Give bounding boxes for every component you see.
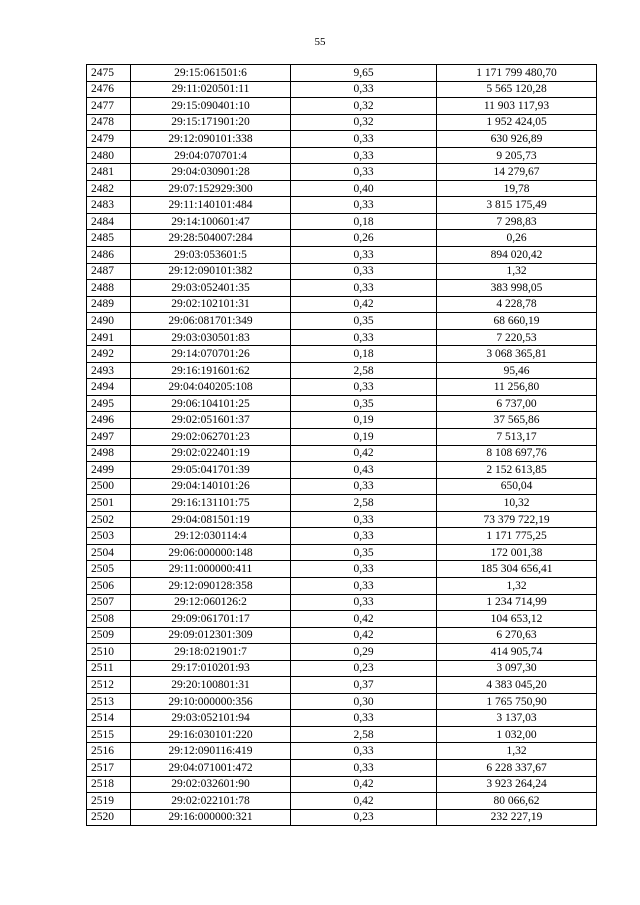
cadastral-number-cell: 29:04:081501:19 bbox=[131, 511, 291, 528]
amount-cell: 9 205,73 bbox=[437, 147, 597, 164]
row-number-cell: 2503 bbox=[87, 528, 131, 545]
rate-cell: 0,33 bbox=[291, 280, 437, 297]
row-number-cell: 2518 bbox=[87, 776, 131, 793]
rate-cell: 0,26 bbox=[291, 230, 437, 247]
row-number-cell: 2487 bbox=[87, 263, 131, 280]
row-number-cell: 2476 bbox=[87, 81, 131, 98]
amount-cell: 6 228 337,67 bbox=[437, 759, 597, 776]
amount-cell: 37 565,86 bbox=[437, 412, 597, 429]
amount-cell: 7 298,83 bbox=[437, 213, 597, 230]
amount-cell: 650,04 bbox=[437, 478, 597, 495]
table-row bbox=[87, 362, 597, 379]
amount-cell: 3 923 264,24 bbox=[437, 776, 597, 793]
row-number-cell: 2520 bbox=[87, 809, 131, 826]
table-row bbox=[87, 313, 597, 330]
cadastral-number-cell: 29:17:010201:93 bbox=[131, 660, 291, 677]
rate-cell: 0,19 bbox=[291, 429, 437, 446]
table-row bbox=[87, 544, 597, 561]
amount-cell: 1 765 750,90 bbox=[437, 693, 597, 710]
cadastral-number-cell: 29:06:104101:25 bbox=[131, 395, 291, 412]
amount-cell: 80 066,62 bbox=[437, 793, 597, 810]
rate-cell: 0,42 bbox=[291, 793, 437, 810]
table-row bbox=[87, 81, 597, 98]
cadastral-number-cell: 29:15:090401:10 bbox=[131, 98, 291, 115]
rate-cell: 0,33 bbox=[291, 147, 437, 164]
amount-cell: 3 137,03 bbox=[437, 710, 597, 727]
rate-cell: 0,29 bbox=[291, 644, 437, 661]
row-number-cell: 2486 bbox=[87, 247, 131, 264]
row-number-cell: 2519 bbox=[87, 793, 131, 810]
row-number-cell: 2509 bbox=[87, 627, 131, 644]
rate-cell: 2,58 bbox=[291, 726, 437, 743]
rate-cell: 0,30 bbox=[291, 693, 437, 710]
rate-cell: 2,58 bbox=[291, 495, 437, 512]
rate-cell: 0,32 bbox=[291, 114, 437, 131]
table-row bbox=[87, 561, 597, 578]
cadastral-number-cell: 29:02:051601:37 bbox=[131, 412, 291, 429]
table-row bbox=[87, 65, 597, 82]
table-row bbox=[87, 180, 597, 197]
rate-cell: 0,40 bbox=[291, 180, 437, 197]
amount-cell: 4 383 045,20 bbox=[437, 677, 597, 694]
rate-cell: 0,33 bbox=[291, 197, 437, 214]
rate-cell: 0,33 bbox=[291, 561, 437, 578]
table-row bbox=[87, 213, 597, 230]
amount-cell: 73 379 722,19 bbox=[437, 511, 597, 528]
row-number-cell: 2506 bbox=[87, 577, 131, 594]
row-number-cell: 2475 bbox=[87, 65, 131, 82]
table-row bbox=[87, 677, 597, 694]
table-row bbox=[87, 627, 597, 644]
table-row bbox=[87, 743, 597, 760]
row-number-cell: 2504 bbox=[87, 544, 131, 561]
cadastral-number-cell: 29:07:152929:300 bbox=[131, 180, 291, 197]
table-row bbox=[87, 379, 597, 396]
rate-cell: 0,33 bbox=[291, 577, 437, 594]
rate-cell: 0,18 bbox=[291, 346, 437, 363]
amount-cell: 3 097,30 bbox=[437, 660, 597, 677]
table-row bbox=[87, 329, 597, 346]
cadastral-number-cell: 29:12:060126:2 bbox=[131, 594, 291, 611]
table-row bbox=[87, 809, 597, 826]
cadastral-number-cell: 29:28:504007:284 bbox=[131, 230, 291, 247]
cadastral-number-cell: 29:11:020501:11 bbox=[131, 81, 291, 98]
table-row bbox=[87, 462, 597, 479]
amount-cell: 414 905,74 bbox=[437, 644, 597, 661]
table-row bbox=[87, 528, 597, 545]
rate-cell: 0,23 bbox=[291, 660, 437, 677]
rate-cell: 0,33 bbox=[291, 710, 437, 727]
rate-cell: 0,33 bbox=[291, 511, 437, 528]
table-row bbox=[87, 131, 597, 148]
table-row bbox=[87, 197, 597, 214]
table-row bbox=[87, 660, 597, 677]
row-number-cell: 2479 bbox=[87, 131, 131, 148]
row-number-cell: 2501 bbox=[87, 495, 131, 512]
cadastral-number-cell: 29:16:030101:220 bbox=[131, 726, 291, 743]
table-row bbox=[87, 412, 597, 429]
amount-cell: 8 108 697,76 bbox=[437, 445, 597, 462]
cadastral-number-cell: 29:16:131101:75 bbox=[131, 495, 291, 512]
row-number-cell: 2497 bbox=[87, 429, 131, 446]
rate-cell: 0,33 bbox=[291, 379, 437, 396]
amount-cell: 6 270,63 bbox=[437, 627, 597, 644]
table-row bbox=[87, 478, 597, 495]
row-number-cell: 2510 bbox=[87, 644, 131, 661]
rate-cell: 0,19 bbox=[291, 412, 437, 429]
row-number-cell: 2494 bbox=[87, 379, 131, 396]
amount-cell: 95,46 bbox=[437, 362, 597, 379]
rate-cell: 0,42 bbox=[291, 445, 437, 462]
cadastral-number-cell: 29:12:030114:4 bbox=[131, 528, 291, 545]
page-number: 55 bbox=[314, 36, 326, 48]
amount-cell: 6 737,00 bbox=[437, 395, 597, 412]
amount-cell: 1,32 bbox=[437, 263, 597, 280]
amount-cell: 1,32 bbox=[437, 577, 597, 594]
cadastral-number-cell: 29:04:030901:28 bbox=[131, 164, 291, 181]
amount-cell: 68 660,19 bbox=[437, 313, 597, 330]
cadastral-number-cell: 29:12:090101:338 bbox=[131, 131, 291, 148]
cadastral-number-cell: 29:11:000000:411 bbox=[131, 561, 291, 578]
cadastral-number-cell: 29:03:052101:94 bbox=[131, 710, 291, 727]
row-number-cell: 2508 bbox=[87, 611, 131, 628]
rate-cell: 0,33 bbox=[291, 131, 437, 148]
table-row bbox=[87, 710, 597, 727]
rate-cell: 2,58 bbox=[291, 362, 437, 379]
table-row bbox=[87, 759, 597, 776]
amount-cell: 14 279,67 bbox=[437, 164, 597, 181]
cadastral-number-cell: 29:10:000000:356 bbox=[131, 693, 291, 710]
row-number-cell: 2498 bbox=[87, 445, 131, 462]
rate-cell: 0,42 bbox=[291, 776, 437, 793]
row-number-cell: 2507 bbox=[87, 594, 131, 611]
table-row bbox=[87, 147, 597, 164]
rate-cell: 0,33 bbox=[291, 164, 437, 181]
rate-cell: 0,35 bbox=[291, 395, 437, 412]
rate-cell: 0,33 bbox=[291, 743, 437, 760]
rate-cell: 0,18 bbox=[291, 213, 437, 230]
cadastral-number-cell: 29:16:191601:62 bbox=[131, 362, 291, 379]
table-row bbox=[87, 395, 597, 412]
cadastral-number-cell: 29:02:022401:19 bbox=[131, 445, 291, 462]
cadastral-number-cell: 29:03:052401:35 bbox=[131, 280, 291, 297]
amount-cell: 3 815 175,49 bbox=[437, 197, 597, 214]
amount-cell: 5 565 120,28 bbox=[437, 81, 597, 98]
rate-cell: 0,33 bbox=[291, 759, 437, 776]
row-number-cell: 2502 bbox=[87, 511, 131, 528]
amount-cell: 2 152 613,85 bbox=[437, 462, 597, 479]
cadastral-number-cell: 29:06:000000:148 bbox=[131, 544, 291, 561]
table-row bbox=[87, 114, 597, 131]
cadastral-number-cell: 29:04:071001:472 bbox=[131, 759, 291, 776]
amount-cell: 630 926,89 bbox=[437, 131, 597, 148]
cadastral-number-cell: 29:11:140101:484 bbox=[131, 197, 291, 214]
rate-cell: 0,33 bbox=[291, 81, 437, 98]
amount-cell: 1,32 bbox=[437, 743, 597, 760]
cadastral-number-cell: 29:20:100801:31 bbox=[131, 677, 291, 694]
rate-cell: 0,32 bbox=[291, 98, 437, 115]
rate-cell: 0,43 bbox=[291, 462, 437, 479]
amount-cell: 1 171 799 480,70 bbox=[437, 65, 597, 82]
cadastral-number-cell: 29:14:070701:26 bbox=[131, 346, 291, 363]
row-number-cell: 2480 bbox=[87, 147, 131, 164]
row-number-cell: 2488 bbox=[87, 280, 131, 297]
row-number-cell: 2493 bbox=[87, 362, 131, 379]
row-number-cell: 2485 bbox=[87, 230, 131, 247]
table-row bbox=[87, 726, 597, 743]
cadastral-number-cell: 29:04:040205:108 bbox=[131, 379, 291, 396]
cadastral-number-cell: 29:04:070701:4 bbox=[131, 147, 291, 164]
cadastral-number-cell: 29:16:000000:321 bbox=[131, 809, 291, 826]
table-row bbox=[87, 230, 597, 247]
rate-cell: 0,33 bbox=[291, 594, 437, 611]
row-number-cell: 2489 bbox=[87, 296, 131, 313]
table-row bbox=[87, 164, 597, 181]
row-number-cell: 2482 bbox=[87, 180, 131, 197]
row-number-cell: 2484 bbox=[87, 213, 131, 230]
row-number-cell: 2500 bbox=[87, 478, 131, 495]
cadastral-number-cell: 29:06:081701:349 bbox=[131, 313, 291, 330]
row-number-cell: 2495 bbox=[87, 395, 131, 412]
row-number-cell: 2477 bbox=[87, 98, 131, 115]
table-row bbox=[87, 511, 597, 528]
cadastral-number-cell: 29:12:090116:419 bbox=[131, 743, 291, 760]
table-row bbox=[87, 644, 597, 661]
row-number-cell: 2515 bbox=[87, 726, 131, 743]
table-row bbox=[87, 776, 597, 793]
cadastral-number-cell: 29:02:062701:23 bbox=[131, 429, 291, 446]
row-number-cell: 2512 bbox=[87, 677, 131, 694]
table-row bbox=[87, 594, 597, 611]
table-row bbox=[87, 793, 597, 810]
row-number-cell: 2481 bbox=[87, 164, 131, 181]
rate-cell: 0,33 bbox=[291, 329, 437, 346]
cadastral-number-cell: 29:03:053601:5 bbox=[131, 247, 291, 264]
amount-cell: 11 903 117,93 bbox=[437, 98, 597, 115]
amount-cell: 11 256,80 bbox=[437, 379, 597, 396]
amount-cell: 19,78 bbox=[437, 180, 597, 197]
row-number-cell: 2478 bbox=[87, 114, 131, 131]
amount-cell: 1 032,00 bbox=[437, 726, 597, 743]
amount-cell: 0,26 bbox=[437, 230, 597, 247]
amount-cell: 10,32 bbox=[437, 495, 597, 512]
rate-cell: 0,23 bbox=[291, 809, 437, 826]
row-number-cell: 2513 bbox=[87, 693, 131, 710]
amount-cell: 1 234 714,99 bbox=[437, 594, 597, 611]
table-row bbox=[87, 346, 597, 363]
table-body bbox=[87, 65, 597, 826]
row-number-cell: 2483 bbox=[87, 197, 131, 214]
cadastral-number-cell: 29:05:041701:39 bbox=[131, 462, 291, 479]
cadastral-number-cell: 29:09:061701:17 bbox=[131, 611, 291, 628]
table-row bbox=[87, 280, 597, 297]
cadastral-number-cell: 29:02:032601:90 bbox=[131, 776, 291, 793]
row-number-cell: 2492 bbox=[87, 346, 131, 363]
rate-cell: 0,33 bbox=[291, 528, 437, 545]
rate-cell: 0,42 bbox=[291, 611, 437, 628]
cadastral-number-cell: 29:12:090128:358 bbox=[131, 577, 291, 594]
cadastral-number-cell: 29:02:102101:31 bbox=[131, 296, 291, 313]
table-row bbox=[87, 577, 597, 594]
amount-cell: 172 001,38 bbox=[437, 544, 597, 561]
cadastral-number-cell: 29:14:100601:47 bbox=[131, 213, 291, 230]
amount-cell: 3 068 365,81 bbox=[437, 346, 597, 363]
row-number-cell: 2491 bbox=[87, 329, 131, 346]
cadastral-number-cell: 29:15:171901:20 bbox=[131, 114, 291, 131]
table-row bbox=[87, 445, 597, 462]
amount-cell: 894 020,42 bbox=[437, 247, 597, 264]
row-number-cell: 2499 bbox=[87, 462, 131, 479]
cadastral-number-cell: 29:12:090101:382 bbox=[131, 263, 291, 280]
table-row bbox=[87, 611, 597, 628]
table-row bbox=[87, 495, 597, 512]
amount-cell: 4 228,78 bbox=[437, 296, 597, 313]
row-number-cell: 2517 bbox=[87, 759, 131, 776]
row-number-cell: 2490 bbox=[87, 313, 131, 330]
table-row bbox=[87, 296, 597, 313]
table-row bbox=[87, 429, 597, 446]
cadastral-number-cell: 29:15:061501:6 bbox=[131, 65, 291, 82]
table-row bbox=[87, 247, 597, 264]
amount-cell: 232 227,19 bbox=[437, 809, 597, 826]
amount-cell: 104 653,12 bbox=[437, 611, 597, 628]
row-number-cell: 2496 bbox=[87, 412, 131, 429]
cadastral-number-cell: 29:18:021901:7 bbox=[131, 644, 291, 661]
table-row bbox=[87, 693, 597, 710]
cadastral-number-cell: 29:02:022101:78 bbox=[131, 793, 291, 810]
rate-cell: 9,65 bbox=[291, 65, 437, 82]
table-row bbox=[87, 98, 597, 115]
amount-cell: 7 220,53 bbox=[437, 329, 597, 346]
amount-cell: 7 513,17 bbox=[437, 429, 597, 446]
cadastral-number-cell: 29:03:030501:83 bbox=[131, 329, 291, 346]
amount-cell: 1 952 424,05 bbox=[437, 114, 597, 131]
amount-cell: 185 304 656,41 bbox=[437, 561, 597, 578]
row-number-cell: 2516 bbox=[87, 743, 131, 760]
cadastral-number-cell: 29:09:012301:309 bbox=[131, 627, 291, 644]
rate-cell: 0,35 bbox=[291, 544, 437, 561]
rate-cell: 0,37 bbox=[291, 677, 437, 694]
rate-cell: 0,42 bbox=[291, 627, 437, 644]
amount-cell: 1 171 775,25 bbox=[437, 528, 597, 545]
row-number-cell: 2514 bbox=[87, 710, 131, 727]
row-number-cell: 2511 bbox=[87, 660, 131, 677]
amount-cell: 383 998,05 bbox=[437, 280, 597, 297]
rate-cell: 0,33 bbox=[291, 247, 437, 264]
rate-cell: 0,42 bbox=[291, 296, 437, 313]
data-table bbox=[86, 64, 597, 826]
rate-cell: 0,33 bbox=[291, 263, 437, 280]
row-number-cell: 2505 bbox=[87, 561, 131, 578]
rate-cell: 0,35 bbox=[291, 313, 437, 330]
cadastral-number-cell: 29:04:140101:26 bbox=[131, 478, 291, 495]
rate-cell: 0,33 bbox=[291, 478, 437, 495]
table-row bbox=[87, 263, 597, 280]
